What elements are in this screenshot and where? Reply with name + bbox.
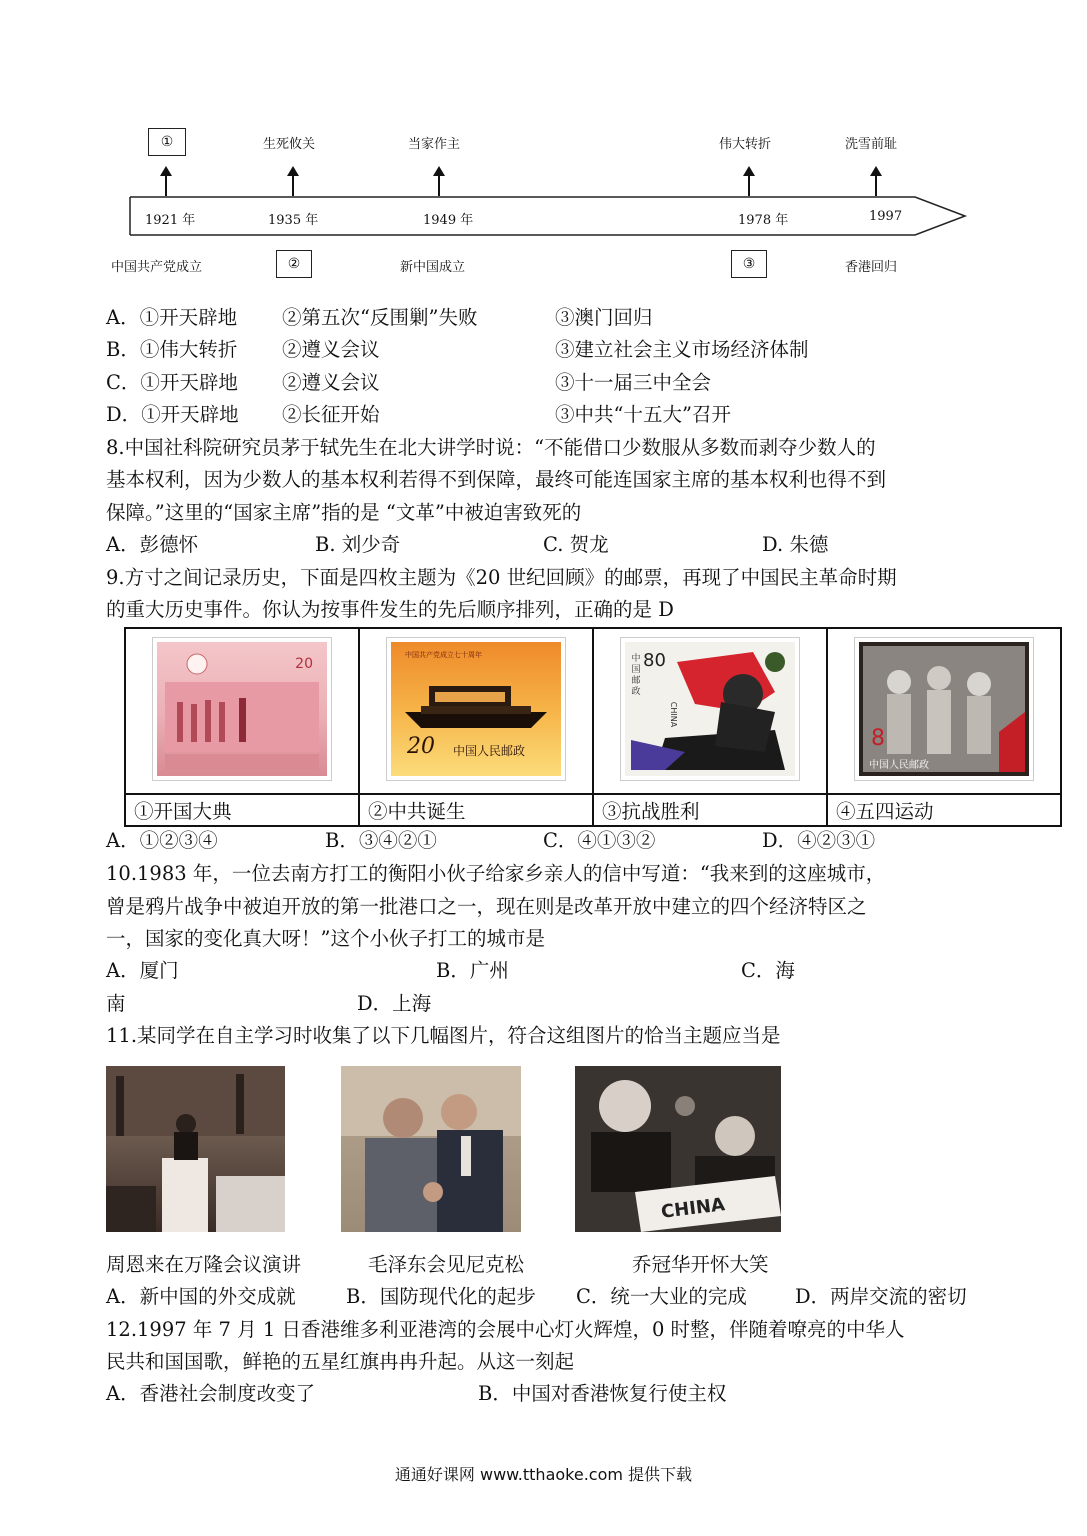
stamp-value: 20 xyxy=(295,656,313,672)
question-text: 8.中国社科院研究员茅于轼先生在北大讲学时说：“不能借口少数服从多数而剥夺少数人的 xyxy=(106,436,876,459)
stamp-title: 中国共产党成立七十周年 xyxy=(405,651,482,659)
option-d-3: ③中共“十五大”召开 xyxy=(555,403,731,426)
stamp-table xyxy=(124,627,1062,827)
option-a: A．厦门 xyxy=(106,959,179,982)
option-a: A．①开天辟地 xyxy=(106,306,238,329)
speaker-podium-icon xyxy=(106,1066,285,1232)
option-d: D．两岸交流的密切 xyxy=(795,1285,967,1308)
timeline-year: 1921 年 xyxy=(145,213,196,228)
stamp-caption: ②中共诞生 xyxy=(359,794,593,826)
question-text: 的重大历史事件。你认为按事件发生的先后顺序排列，正确的是 D xyxy=(106,598,674,621)
option-b: B. 刘少奇 xyxy=(315,533,401,556)
question-text: 一，国家的变化真大呀！”这个小伙子打工的城市是 xyxy=(106,927,545,950)
stamp-war-victory xyxy=(625,642,795,776)
question-text: 11.某同学在自主学习时收集了以下几幅图片，符合这组图片的恰当主题应当是 xyxy=(106,1024,781,1047)
stamp-caption: ③抗战胜利 xyxy=(593,794,827,826)
page-footer: 通通好课网 www.tthaoke.com 提供下载 xyxy=(394,1465,693,1484)
option-c: C．海 xyxy=(741,959,795,982)
option-b: B．①伟大转折 xyxy=(106,338,238,361)
option-b-2: ②遵义会议 xyxy=(282,338,380,361)
question-text: 9.方寸之间记录历史，下面是四枚主题为《20 世纪回顾》的邮票，再现了中国民主革命时期 xyxy=(106,566,897,589)
option-a: A．新中国的外交成就 xyxy=(106,1285,296,1308)
flag-soldier-icon xyxy=(625,642,795,776)
option-d-2: ②长征开始 xyxy=(282,403,380,426)
timeline-blank-1: ① xyxy=(148,128,186,156)
question-text: 基本权利，因为少数人的基本权利若得不到保障，最终可能连国家主席的基本权利也得不到 xyxy=(106,468,887,491)
photo-caption: 乔冠华开怀大笑 xyxy=(632,1253,769,1276)
option-c: C．①开天辟地 xyxy=(106,371,238,394)
timeline-blank-3: ③ xyxy=(731,250,767,278)
photo-caption: 周恩来在万隆会议演讲 xyxy=(106,1253,302,1276)
option-d: D．上海 xyxy=(357,992,432,1015)
option-d: D．④②③① xyxy=(762,829,876,852)
question-text: 保障。”这里的“国家主席”指的是 “文革”中被迫害致死的 xyxy=(106,501,582,524)
timeline-event-1997: 香港回归 xyxy=(845,260,898,275)
option-c: C．统一大业的完成 xyxy=(576,1285,747,1308)
timeline-year: 1978 年 xyxy=(738,213,789,228)
timeline-event-1921: 中国共产党成立 xyxy=(111,260,203,275)
option-c-wrap: 南 xyxy=(106,992,126,1015)
timeline-label-1935: 生死攸关 xyxy=(263,137,316,152)
timeline-label-1978: 伟大转折 xyxy=(719,137,772,152)
option-a-2: ②第五次“反围剿”失败 xyxy=(282,306,478,329)
question-text: 民共和国国歌，鲜艳的五星红旗冉冉升起。从这一刻起 xyxy=(106,1350,575,1373)
option-b: B．广州 xyxy=(436,959,509,982)
option-d: D．①开天辟地 xyxy=(106,403,239,426)
stamp-founding-ceremony xyxy=(157,642,327,776)
stamp-cell xyxy=(593,628,827,794)
handshake-icon xyxy=(341,1066,521,1232)
stamp-country: 中国人民邮政 xyxy=(453,744,526,758)
timeline-arrow xyxy=(748,174,750,196)
option-b: B．中国对香港恢复行使主权 xyxy=(478,1382,727,1405)
option-b: B．国防现代化的起步 xyxy=(346,1285,536,1308)
timeline-bar xyxy=(125,195,970,239)
stamp-cell xyxy=(359,628,593,794)
option-c-2: ②遵义会议 xyxy=(282,371,380,394)
option-b: B．③④②① xyxy=(325,829,437,852)
question-text: 12.1997 年 7 月 1 日香港维多利亚港湾的会展中心灯火辉煌，0 时整，伴随着嘹亮的中华人 xyxy=(106,1318,905,1341)
timeline-arrow xyxy=(438,174,440,196)
option-a: A．香港社会制度改变了 xyxy=(106,1382,316,1405)
timeline-year: 1949 年 xyxy=(423,213,474,228)
timeline-year: 1997 xyxy=(869,209,903,224)
timeline-label-1949: 当家作主 xyxy=(408,137,461,152)
option-c-3: ③十一届三中全会 xyxy=(555,371,712,394)
stamp-cell xyxy=(827,628,1061,794)
stamp-cell xyxy=(125,628,359,794)
timeline-year: 1935 年 xyxy=(268,213,319,228)
stamp-party-founding xyxy=(391,642,561,776)
stamp-caption: ①开国大典 xyxy=(125,794,359,826)
timeline-arrow xyxy=(165,174,167,196)
photo-caption: 毛泽东会见尼克松 xyxy=(368,1253,525,1276)
option-c: C. 贺龙 xyxy=(543,533,609,556)
timeline-event-1949: 新中国成立 xyxy=(400,260,466,275)
stamp-country: 中国邮政 xyxy=(631,654,641,697)
china-nameplate: CHINA xyxy=(659,1194,727,1223)
photo-bandung-speech xyxy=(106,1066,285,1232)
stamp-may-fourth xyxy=(859,642,1029,776)
option-a-3: ③澳门回归 xyxy=(555,306,653,329)
stamp-value: 20 xyxy=(407,734,435,759)
stamp-value: 8 xyxy=(871,726,885,751)
timeline-arrow xyxy=(292,174,294,196)
photo-mao-nixon xyxy=(341,1066,521,1232)
question-text: 10.1983 年，一位去南方打工的衡阳小伙子给家乡亲人的信中写道：“我来到的这座城市， xyxy=(106,862,886,885)
question-text: 曾是鸦片战争中被迫开放的第一批港口之一，现在则是改革开放中建立的四个经济特区之 xyxy=(106,895,867,918)
option-c: C．④①③② xyxy=(543,829,656,852)
stamp-country-latin: CHINA xyxy=(669,701,679,728)
option-a: A．①②③④ xyxy=(106,829,218,852)
option-a: A．彭德怀 xyxy=(106,533,199,556)
timeline-arrow xyxy=(875,174,877,196)
stamp-caption: ④五四运动 xyxy=(827,794,1061,826)
option-b-3: ③建立社会主义市场经济体制 xyxy=(555,338,809,361)
stamp-value: 80 xyxy=(643,650,666,671)
timeline-blank-2: ② xyxy=(276,250,312,278)
stamp-country: 中国人民邮政 xyxy=(869,760,929,771)
option-d: D. 朱德 xyxy=(762,533,829,556)
timeline-label-1997: 洗雪前耻 xyxy=(845,137,898,152)
photo-qiao-guanhua xyxy=(575,1066,781,1232)
